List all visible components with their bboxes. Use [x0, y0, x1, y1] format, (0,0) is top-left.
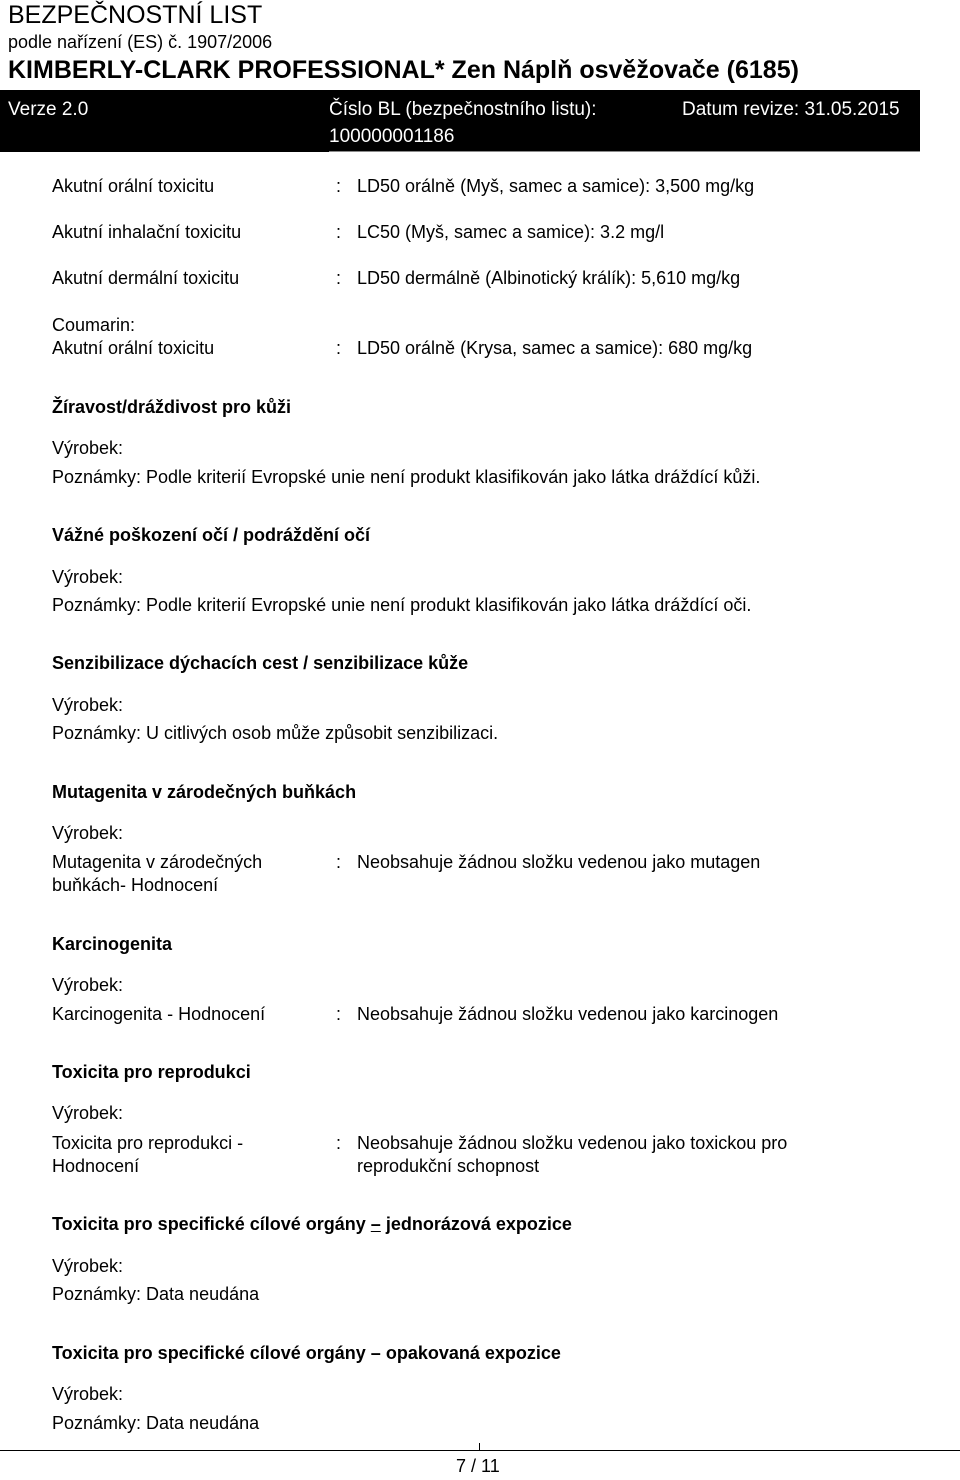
header-divider: [329, 151, 920, 152]
reproduction-heading: Toxicita pro reprodukci: [52, 1062, 251, 1082]
mutagenicity-label-line2: buňkách- Hodnocení: [52, 875, 219, 895]
mutagenicity-product-label: Výrobek:: [52, 823, 124, 843]
reproduction-label-line1: Toxicita pro reprodukci -: [52, 1133, 244, 1153]
coumarin-oral-label: Akutní orální toxicitu: [52, 338, 215, 358]
stot-repeated-heading-type: opakovaná expozice: [385, 1343, 561, 1363]
stot-single-heading-dash: –: [370, 1214, 381, 1234]
eye-product-label: Výrobek:: [52, 567, 124, 587]
document-title: BEZPEČNOSTNÍ LIST: [8, 1, 263, 29]
reproduction-value-line2: reprodukční schopnost: [357, 1156, 540, 1176]
sds-number-value: 100000001186: [329, 126, 455, 147]
product-name: KIMBERLY-CLARK PROFESSIONAL* Zen Náplň osvěžovače (6185): [8, 56, 799, 84]
acute-inhalation-value: LC50 (Myš, samec a samice): 3.2 mg/l: [357, 222, 665, 242]
sensitization-note: Poznámky: U citlivých osob může způsobit senzibilizaci.: [52, 723, 499, 743]
page-number: 7 / 11: [456, 1456, 500, 1476]
stot-repeated-heading: [52, 1342, 561, 1365]
skin-product-label: Výrobek:: [52, 438, 124, 458]
reproduction-colon: :: [336, 1133, 342, 1153]
stot-repeated-product-label: Výrobek:: [52, 1384, 124, 1404]
skin-note: Poznámky: Podle kriterií Evropské unie není produkt klasifikován jako látka dráždící kůži.: [52, 467, 761, 487]
acute-dermal-label: Akutní dermální toxicitu: [52, 268, 240, 288]
eye-note: Poznámky: Podle kriterií Evropské unie není produkt klasifikován jako látka dráždící oči.: [52, 595, 752, 615]
stot-single-heading-type: jednorázová expozice: [385, 1214, 572, 1234]
footer-tick: [479, 1443, 480, 1450]
reproduction-label-line2: Hodnocení: [52, 1156, 140, 1176]
footer-divider: [0, 1450, 960, 1451]
sensitization-product-label: Výrobek:: [52, 695, 124, 715]
revision-date: Datum revize: 31.05.2015: [682, 99, 900, 120]
carcinogenicity-label: Karcinogenita - Hodnocení: [52, 1004, 266, 1024]
mutagenicity-heading: Mutagenita v zárodečných buňkách: [52, 782, 357, 802]
mutagenicity-label-line1: Mutagenita v zárodečných: [52, 852, 263, 872]
stot-repeated-heading-main: Toxicita pro specifické cílové orgány: [52, 1343, 366, 1363]
sds-number-label: Číslo BL (bezpečnostního listu):: [329, 99, 597, 120]
stot-single-heading-main: Toxicita pro specifické cílové orgány: [52, 1214, 366, 1234]
coumarin-name: Coumarin:: [52, 315, 136, 335]
acute-oral-value: LD50 orálně (Myš, samec a samice): 3,500 mg/kg: [357, 176, 755, 196]
reproduction-value-line1: Neobsahuje žádnou složku vedenou jako toxickou pro: [357, 1133, 788, 1153]
acute-dermal-colon: :: [336, 268, 342, 288]
acute-dermal-value: LD50 dermálně (Albinotický králík): 5,610 mg/kg: [357, 268, 741, 288]
stot-single-heading: [52, 1213, 572, 1236]
acute-inhalation-label: Akutní inhalační toxicitu: [52, 222, 242, 242]
stot-repeated-note: Poznámky: Data neudána: [52, 1413, 260, 1433]
skin-heading: Žíravost/dráždivost pro kůži: [52, 397, 292, 417]
acute-oral-label: Akutní orální toxicitu: [52, 176, 215, 196]
reproduction-product-label: Výrobek:: [52, 1103, 124, 1123]
stot-single-product-label: Výrobek:: [52, 1256, 124, 1276]
carcinogenicity-product-label: Výrobek:: [52, 975, 124, 995]
version-label: Verze 2.0: [8, 99, 89, 120]
stot-repeated-heading-dash: –: [370, 1343, 381, 1363]
sensitization-heading: Senzibilizace dýchacích cest / senzibilizace kůže: [52, 653, 469, 673]
coumarin-oral-value: LD50 orálně (Krysa, samec a samice): 680 mg/kg: [357, 338, 753, 358]
acute-oral-colon: :: [336, 176, 342, 196]
carcinogenicity-heading: Karcinogenita: [52, 934, 173, 954]
mutagenicity-value: Neobsahuje žádnou složku vedenou jako mutagen: [357, 852, 761, 872]
stot-single-note: Poznámky: Data neudána: [52, 1284, 260, 1304]
carcinogenicity-colon: :: [336, 1004, 342, 1024]
acute-inhalation-colon: :: [336, 222, 342, 242]
regulation-reference: podle nařízení (ES) č. 1907/2006: [8, 32, 273, 52]
carcinogenicity-value: Neobsahuje žádnou složku vedenou jako karcinogen: [357, 1004, 779, 1024]
eye-heading: Vážné poškození očí / podráždění očí: [52, 525, 371, 545]
mutagenicity-colon: :: [336, 852, 342, 872]
coumarin-oral-colon: :: [336, 338, 342, 358]
